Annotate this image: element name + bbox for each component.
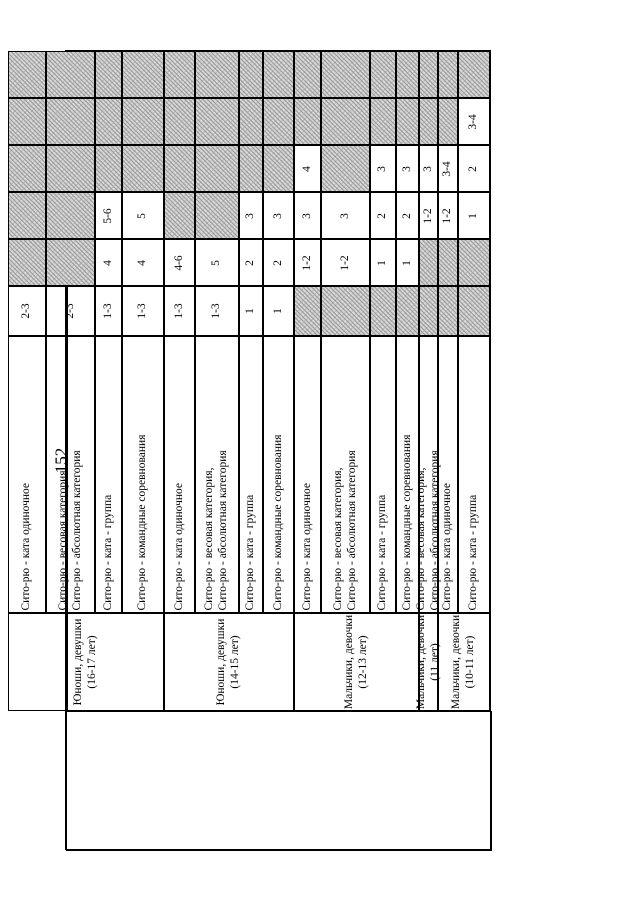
place-value [173, 303, 187, 318]
discipline-label-line: Сито-рю - весовая категория, [331, 467, 344, 610]
discipline-cell [414, 336, 441, 613]
place-cell-c5 [164, 98, 195, 145]
place-value [210, 303, 224, 318]
place-value [441, 161, 455, 176]
top-blank-cell [46, 51, 95, 98]
group-label-line: (11 лет) [428, 643, 441, 681]
place-value-line: 5-6 [101, 207, 114, 224]
place-cell-c3 [195, 192, 239, 239]
place-cell-c5 [419, 98, 438, 145]
discipline-label-line: Сито-рю - весовая категория, [56, 467, 69, 610]
place-value [272, 213, 286, 219]
place-cell-c3 [8, 192, 46, 239]
place-value [272, 260, 286, 266]
place-cell-c4 [370, 145, 396, 192]
discipline-label-line: Сито-рю - абсолютная категория [217, 449, 229, 610]
place-cell-c5 [458, 98, 490, 145]
place-cell-c3 [396, 192, 419, 239]
place-cell-c4 [95, 145, 122, 192]
place-cell-c2 [438, 239, 458, 286]
top-blank-cell [122, 51, 164, 98]
place-value-line: 1-2 [441, 207, 454, 224]
place-value [376, 166, 390, 172]
place-cell-c3 [419, 192, 438, 239]
top-blank-cell [438, 51, 458, 98]
place-value [339, 255, 353, 270]
place-value [136, 213, 150, 219]
place-value-line: 4-6 [172, 254, 185, 271]
discipline-cell [164, 336, 195, 613]
place-cell-c1 [438, 286, 458, 336]
place-value [422, 208, 436, 223]
place-value [173, 255, 187, 270]
place-cell-c5 [95, 98, 122, 145]
place-cell-c1 [419, 286, 438, 336]
place-cell-c3 [239, 192, 263, 239]
discipline-label-line: Сито-рю - командные соревнования [136, 434, 149, 610]
place-cell-c2 [8, 239, 46, 286]
group-label-line: Мальчики, девочки [342, 614, 355, 710]
place-value [401, 213, 415, 219]
place-cell-c4 [164, 145, 195, 192]
discipline-label [332, 339, 360, 610]
place-value [401, 260, 415, 266]
place-value [136, 260, 150, 266]
place-cell-c4 [321, 145, 370, 192]
place-value-line: 3 [376, 165, 389, 172]
place-cell-c1 [294, 286, 321, 336]
place-cell-c2 [263, 239, 294, 286]
place-cell-c5 [438, 98, 458, 145]
place-value-line: 1-3 [136, 303, 149, 319]
discipline-label-line: Сито-рю - ката одиночное [172, 482, 185, 610]
place-value [401, 166, 415, 172]
place-cell-c4 [396, 145, 419, 192]
place-value [102, 260, 116, 266]
group-cell [164, 613, 294, 711]
place-value-line: 3-4 [467, 113, 480, 130]
discipline-cell [239, 336, 263, 613]
place-cell-c3 [438, 192, 458, 239]
place-cell-c5 [46, 98, 95, 145]
place-value-line: 2 [376, 212, 389, 219]
place-cell-c1 [122, 286, 164, 336]
place-value-line: 2-3 [20, 303, 33, 319]
place-value [467, 213, 481, 219]
group-cell [414, 613, 441, 711]
place-value-line: 3-4 [441, 160, 454, 177]
place-cell-c1 [239, 286, 263, 336]
discipline-label-line: Сито-рю - ката - группа [101, 494, 114, 610]
discipline-label-line: Сито-рю - командные соревнования [271, 434, 284, 610]
place-cell-c5 [370, 98, 396, 145]
place-cell-c4 [239, 145, 263, 192]
place-value-line: 2-3 [63, 303, 76, 319]
place-cell-c3 [458, 192, 490, 239]
group-label [215, 619, 243, 706]
place-cell-c4 [419, 145, 438, 192]
place-cell-c1 [321, 286, 370, 336]
top-blank-cell [370, 51, 396, 98]
group-label [450, 615, 478, 709]
discipline-label [20, 339, 34, 610]
place-value [210, 260, 224, 266]
group-label [343, 615, 371, 709]
place-value [301, 213, 315, 219]
place-cell-c4 [195, 145, 239, 192]
discipline-label-line: Сито-рю - ката - группа [244, 494, 257, 610]
place-cell-c5 [263, 98, 294, 145]
place-value-line: 1-3 [210, 303, 223, 319]
place-cell-c4 [263, 145, 294, 192]
discipline-label [301, 339, 315, 610]
place-cell-c5 [239, 98, 263, 145]
place-value-line: 4 [300, 165, 313, 172]
discipline-label-line: Сито-рю - весовая категория, [414, 467, 427, 610]
place-cell-c2 [419, 239, 438, 286]
discipline-cell [8, 336, 46, 613]
discipline-label [441, 339, 455, 610]
group-cell [438, 613, 490, 711]
place-value [422, 166, 436, 172]
place-cell-c2 [164, 239, 195, 286]
place-value-line: 5 [210, 259, 223, 266]
place-cell-c2 [396, 239, 419, 286]
place-cell-c1 [263, 286, 294, 336]
place-cell-c4 [458, 145, 490, 192]
place-cell-c2 [195, 239, 239, 286]
discipline-label-line: Сито-рю - ката - группа [467, 494, 480, 610]
place-value-line: 1-2 [300, 254, 313, 271]
discipline-cell [438, 336, 458, 613]
top-blank-cell [396, 51, 419, 98]
place-cell-c5 [122, 98, 164, 145]
group-cell [8, 613, 164, 711]
group-label-line: (14-15 лет) [229, 635, 241, 689]
place-value-line: 2 [400, 212, 413, 219]
place-value-line: 2 [244, 259, 257, 266]
top-blank-cell [419, 51, 438, 98]
group-spacer [66, 613, 68, 711]
discipline-cell [122, 336, 164, 613]
top-blank-cell [263, 51, 294, 98]
place-value-line: 1-2 [421, 207, 434, 224]
place-value [467, 114, 481, 129]
discipline-label [272, 339, 286, 610]
discipline-cell [458, 336, 490, 613]
place-value [20, 303, 34, 318]
place-cell-c1 [46, 286, 95, 336]
place-value [376, 213, 390, 219]
place-cell-c4 [438, 145, 458, 192]
discipline-label-line: Сито-рю - ката одиночное [20, 482, 33, 610]
place-cell-c1 [458, 286, 490, 336]
place-value [301, 166, 315, 172]
place-cell-c4 [8, 145, 46, 192]
place-cell-c3 [263, 192, 294, 239]
place-value [136, 303, 150, 318]
place-cell-c3 [95, 192, 122, 239]
discipline-label-line: Сито-рю - абсолютная категория [70, 449, 83, 610]
top-blank-cell [239, 51, 263, 98]
top-blank-cell [164, 51, 195, 98]
place-value-line: 3 [271, 212, 284, 219]
page-number: 152 [51, 447, 71, 474]
discipline-label-line: Сито-рю - ката одиночное [300, 482, 313, 610]
place-cell-c1 [195, 286, 239, 336]
top-blank-cell [321, 51, 370, 98]
discipline-cell [294, 336, 321, 613]
place-value-line: 1-3 [101, 303, 114, 319]
discipline-cell [370, 336, 396, 613]
place-cell-c2 [294, 239, 321, 286]
group-cell [294, 613, 419, 711]
place-value-line: 1 [244, 308, 257, 314]
discipline-label [57, 339, 85, 610]
discipline-label-line: Сито-рю - абсолютная категория [345, 449, 358, 610]
discipline-cell [46, 336, 95, 613]
place-value-line: 3 [421, 165, 434, 172]
discipline-label [376, 339, 390, 610]
discipline-label-line: Сито-рю - весовая категория, [203, 467, 216, 610]
place-cell-c5 [8, 98, 46, 145]
group-label-line: (12-13 лет) [356, 635, 369, 689]
discipline-cell [321, 336, 370, 613]
group-label-line: Юноши, девушки [72, 618, 85, 706]
group-label-line: Мальчики, девочки [414, 614, 427, 710]
top-blank-cell [95, 51, 122, 98]
place-value-line: 5 [136, 212, 149, 219]
place-cell-c3 [321, 192, 370, 239]
place-value-line: 1 [467, 212, 480, 219]
place-cell-c2 [458, 239, 490, 286]
group-label-line: Юноши, девушки [215, 618, 228, 706]
discipline-label [173, 339, 187, 610]
discipline-label [102, 339, 116, 610]
group-label [72, 619, 100, 706]
discipline-label-line: Сито-рю - командные соревнования [400, 434, 413, 610]
place-cell-c4 [294, 145, 321, 192]
place-cell-c2 [239, 239, 263, 286]
place-cell-c2 [46, 239, 95, 286]
place-cell-c1 [8, 286, 46, 336]
place-value [272, 308, 286, 314]
place-value [244, 213, 258, 219]
place-cell-c5 [195, 98, 239, 145]
place-value-line: 1-3 [172, 303, 185, 319]
top-blank-cell [294, 51, 321, 98]
discipline-label [401, 339, 415, 610]
place-value [441, 208, 455, 223]
place-cell-c2 [122, 239, 164, 286]
place-cell-c4 [122, 145, 164, 192]
place-value-line: 3 [300, 212, 313, 219]
place-cell-c3 [122, 192, 164, 239]
top-blank-cell [8, 51, 46, 98]
place-cell-c5 [396, 98, 419, 145]
place-value-line: 2 [271, 259, 284, 266]
place-cell-c1 [396, 286, 419, 336]
place-value-line: 1-2 [338, 254, 351, 271]
place-cell-c2 [321, 239, 370, 286]
group-label-line: (16-17 лет) [86, 635, 98, 689]
place-cell-c1 [370, 286, 396, 336]
place-cell-c5 [294, 98, 321, 145]
place-value-line: 1 [271, 308, 284, 314]
place-value [102, 208, 116, 223]
place-value-line: 4 [136, 259, 149, 266]
discipline-label [244, 339, 258, 610]
place-cell-c1 [164, 286, 195, 336]
place-value-line: 1 [400, 259, 413, 266]
place-cell-c3 [46, 192, 95, 239]
place-value-line: 2 [467, 165, 480, 172]
place-value-line: 4 [101, 259, 114, 266]
place-value [244, 260, 258, 266]
place-cell-c1 [95, 286, 122, 336]
discipline-cell [95, 336, 122, 613]
discipline-label-line: Сито-рю - ката одиночное [441, 482, 454, 610]
place-value [376, 260, 390, 266]
place-cell-c3 [294, 192, 321, 239]
place-value [102, 303, 116, 318]
discipline-label [203, 339, 231, 610]
place-value-line: 3 [338, 212, 351, 219]
place-cell-c3 [370, 192, 396, 239]
place-value [301, 255, 315, 270]
discipline-cell [195, 336, 239, 613]
place-cell-c2 [95, 239, 122, 286]
place-value [339, 213, 353, 219]
discipline-label-line: Сито-рю - абсолютная категория [428, 449, 441, 610]
discipline-cell [263, 336, 294, 613]
place-value [64, 303, 78, 318]
group-label-line: (10-11 лет) [464, 635, 476, 689]
discipline-label-line: Сито-рю - ката - группа [376, 494, 389, 610]
place-cell-c5 [321, 98, 370, 145]
discipline-label [136, 339, 150, 610]
top-blank-cell [458, 51, 490, 98]
place-cell-c3 [164, 192, 195, 239]
place-value-line: 3 [400, 165, 413, 172]
group-label-line: Мальчики, девочки [450, 614, 463, 710]
top-blank-cell [195, 51, 239, 98]
place-value [467, 166, 481, 172]
place-value [244, 308, 258, 314]
empty-band [66, 711, 492, 851]
place-value-line: 1 [376, 259, 389, 266]
place-cell-c4 [46, 145, 95, 192]
discipline-label [467, 339, 481, 610]
place-value-line: 3 [244, 212, 257, 219]
place-cell-c2 [370, 239, 396, 286]
